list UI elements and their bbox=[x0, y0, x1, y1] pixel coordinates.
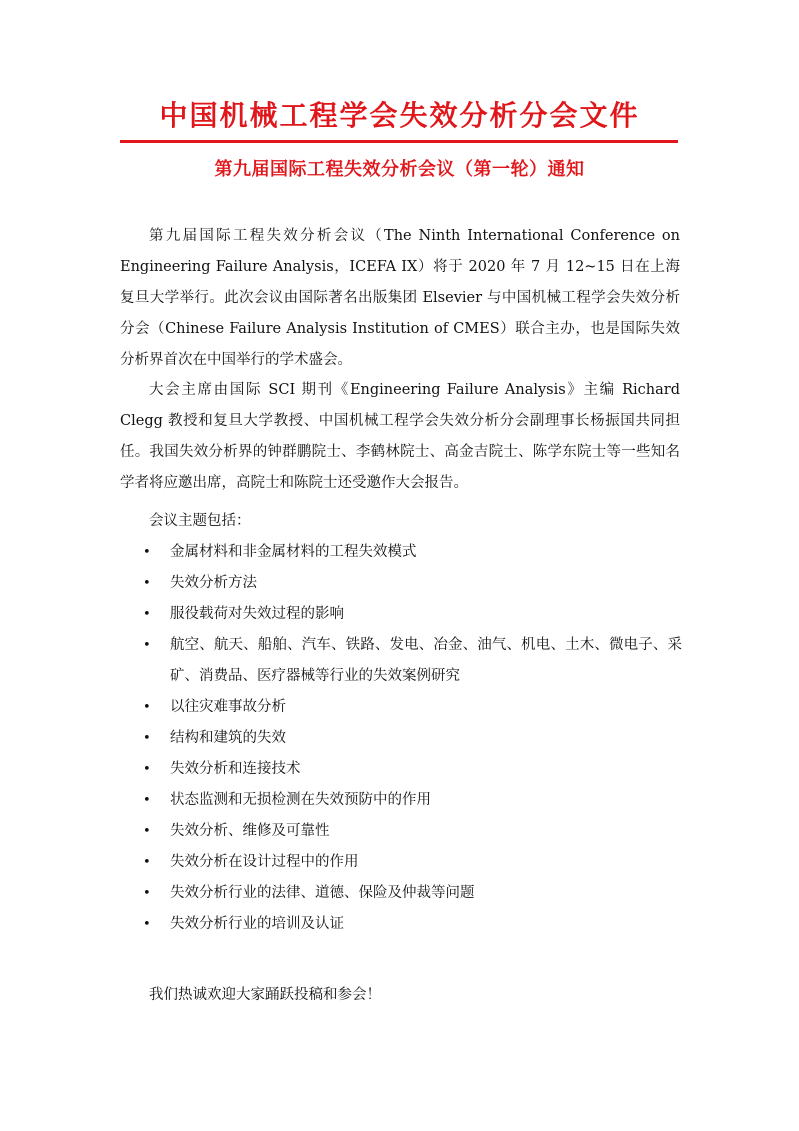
list-item bbox=[120, 816, 682, 847]
topic-text: 失效分析、维修及可靠性 bbox=[170, 823, 330, 839]
bullet-icon: • bbox=[143, 731, 151, 746]
list-item bbox=[120, 599, 682, 630]
chair-paragraph: 大会主席由国际 SCI 期刊《Engineering Failure Analysis》主编 Richard Clegg 教授和复旦大学教授、中国机械工程学会失效分析分会副理事长杨振国共同担任。我国失效分析界的钟群鹏院士、李鹤林院士、高金吉院士、陈学东院士等一些知名学者将应邀出席，高院士和陈院士还受邀作大会报告。 bbox=[120, 382, 680, 491]
bullet-icon: • bbox=[143, 545, 151, 560]
topic-text: 服役载荷对失效过程的影响 bbox=[170, 606, 344, 622]
bullet-icon: • bbox=[143, 576, 151, 591]
bullet-icon: • bbox=[143, 886, 151, 901]
bullet-icon: • bbox=[143, 793, 151, 808]
list-item bbox=[120, 723, 682, 754]
list-item bbox=[120, 568, 682, 599]
topic-text: 失效分析行业的培训及认证 bbox=[170, 916, 344, 932]
list-item bbox=[120, 537, 682, 568]
topics-intro: 会议主题包括： bbox=[149, 513, 251, 529]
topic-text: 失效分析行业的法律、道德、保险及仲裁等问题 bbox=[170, 885, 475, 901]
bullet-icon: • bbox=[143, 762, 151, 777]
bullet-icon: • bbox=[143, 824, 151, 839]
notice-subtitle: 第九届国际工程失效分析会议（第一轮）通知 bbox=[214, 159, 585, 180]
header-divider bbox=[120, 140, 678, 143]
document-header-title: 中国机械工程学会失效分析分会文件 bbox=[159, 99, 640, 132]
topic-text: 金属材料和非金属材料的工程失效模式 bbox=[170, 544, 417, 560]
bullet-icon: • bbox=[143, 917, 151, 932]
intro-paragraph: 第九届国际工程失效分析会议（The Ninth International Conference on Engineering Failure Analysis，ICEFA IX）将于 2020 年 7 月 12~15 日在上海复旦大学举行。此次会议由国际著名出版集团 Elsevier 与中国机械工程学会失效分析分会（Chinese Failure Analysis Institution of CMES）联合主办，也是国际失效分析界首次在中国举行的学术盛会。 bbox=[120, 228, 680, 368]
bullet-icon: • bbox=[143, 607, 151, 622]
bullet-icon: • bbox=[143, 855, 151, 870]
topic-text: 失效分析方法 bbox=[170, 575, 257, 591]
list-item bbox=[120, 909, 682, 940]
list-item bbox=[120, 754, 682, 785]
topic-text: 状态监测和无损检测在失效预防中的作用 bbox=[170, 792, 431, 808]
bullet-icon: • bbox=[143, 700, 151, 715]
closing-line: 我们热诚欢迎大家踊跃投稿和参会！ bbox=[149, 987, 381, 1003]
topic-text: 航空、航天、船舶、汽车、铁路、发电、冶金、油气、机电、土木、微电子、采矿、消费品、医疗器械等行业的失效案例研究 bbox=[170, 637, 682, 684]
topic-text: 以往灾难事故分析 bbox=[170, 699, 286, 715]
topic-text: 失效分析和连接技术 bbox=[170, 761, 301, 777]
list-item bbox=[120, 630, 682, 692]
bullet-icon: • bbox=[143, 638, 151, 653]
list-item bbox=[120, 847, 682, 878]
topic-text: 失效分析在设计过程中的作用 bbox=[170, 854, 359, 870]
topic-text: 结构和建筑的失效 bbox=[170, 730, 286, 746]
list-item bbox=[120, 692, 682, 723]
topic-list bbox=[120, 537, 682, 940]
list-item bbox=[120, 878, 682, 909]
list-item bbox=[120, 785, 682, 816]
